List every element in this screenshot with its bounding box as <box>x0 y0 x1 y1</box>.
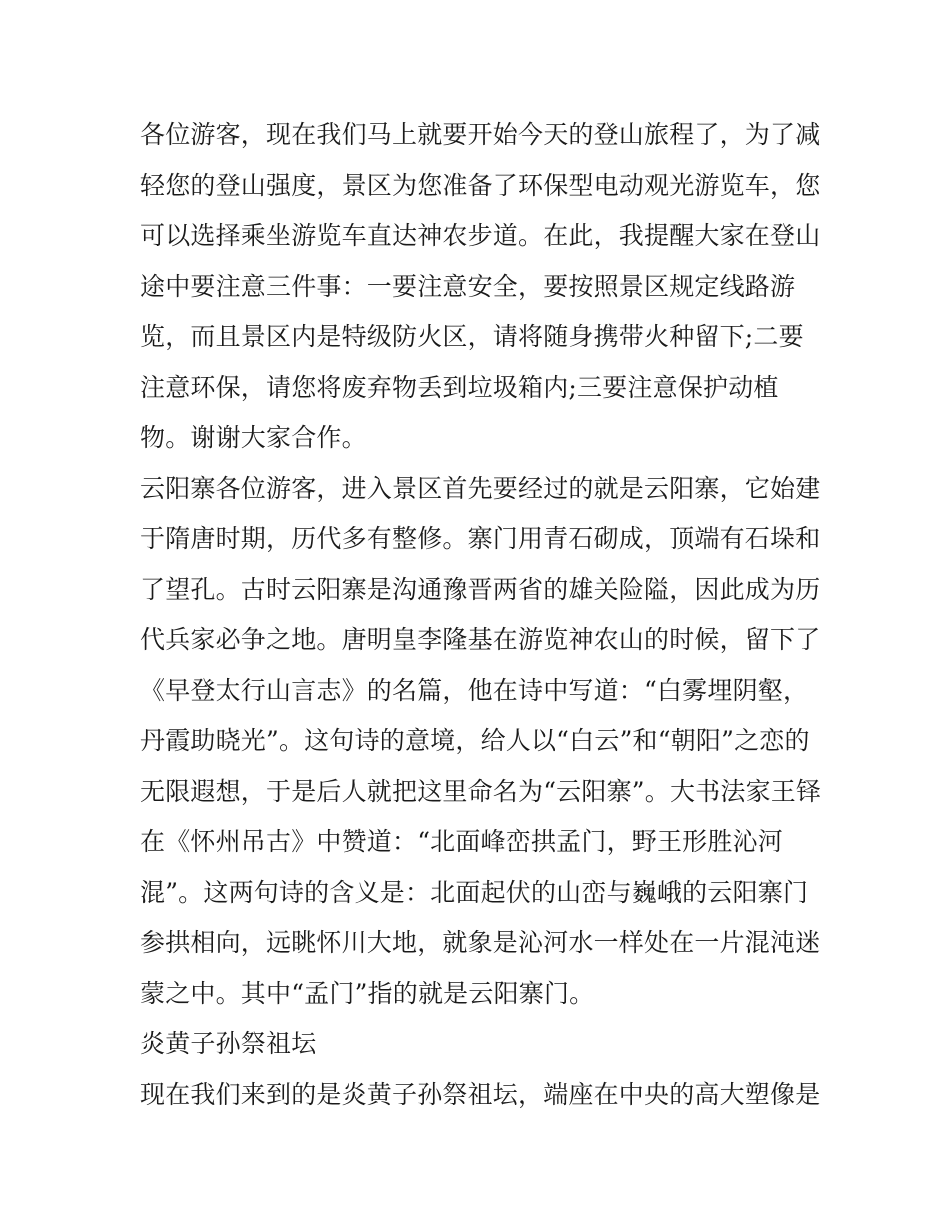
text-line: 现在我们来到的是炎黄子孙祭祖坛，端座在中央的高大塑像是 <box>140 1079 821 1109</box>
text-line: 了望孔。古时云阳寨是沟通豫晋两省的雄关险隘，因此成为历 <box>140 574 821 604</box>
text-line: 在《怀州吊古》中赞道：“北面峰峦拱孟门，野王形胜沁河 <box>140 827 783 856</box>
text-line: 可以选择乘坐游览车直达神农步道。在此，我提醒大家在登山 <box>140 221 821 250</box>
text-line: 注意环保，请您将废弃物丢到垃圾箱内;三要注意保护动植 <box>140 372 779 402</box>
section-heading-altar <box>140 1019 820 1070</box>
text-line: 轻您的登山强度，景区为您准备了环保型电动观光游览车，您 <box>140 170 821 200</box>
paragraph-intro <box>140 110 820 464</box>
heading-line: 炎黄子孙祭祖坛 <box>140 1029 317 1058</box>
document-body <box>140 110 820 1120</box>
text-line: 参拱相向，远眺怀川大地，就象是沁河水一样处在一片混沌迷 <box>140 928 821 957</box>
text-line: 丹霞助晓光”。这句诗的意境，给人以“白云”和“朝阳”之恋的 <box>140 726 810 755</box>
text-line: 物。谢谢大家合作。 <box>140 423 367 452</box>
text-line: 各位游客，现在我们马上就要开始今天的登山旅程了，为了减 <box>140 120 821 149</box>
text-line: 云阳寨各位游客，进入景区首先要经过的就是云阳寨，它始建 <box>140 473 821 503</box>
text-line: 代兵家必争之地。唐明皇李隆基在游览神农山的时候，留下了 <box>140 625 821 654</box>
text-line: 混”。这两句诗的含义是：北面起伏的山峦与巍峨的云阳寨门 <box>140 877 809 907</box>
paragraph-yunyang-fort <box>140 464 820 1020</box>
text-line: 无限遐想，于是后人就把这里命名为“云阳寨”。大书法家王铎 <box>140 776 822 806</box>
text-line: 览，而且景区内是特级防火区，请将随身携带火种留下;二要 <box>140 322 804 351</box>
text-line: 途中要注意三件事：一要注意安全，要按照景区规定线路游 <box>140 271 796 301</box>
text-line: 蒙之中。其中“孟门”指的就是云阳寨门。 <box>140 978 595 1008</box>
paragraph-altar <box>140 1070 820 1121</box>
text-line: 于隋唐时期，历代多有整修。寨门用青石砌成，顶端有石垛和 <box>140 524 821 553</box>
text-line: 《早登太行山言志》的名篇，他在诗中写道：“白雾埋阴壑， <box>140 675 809 705</box>
